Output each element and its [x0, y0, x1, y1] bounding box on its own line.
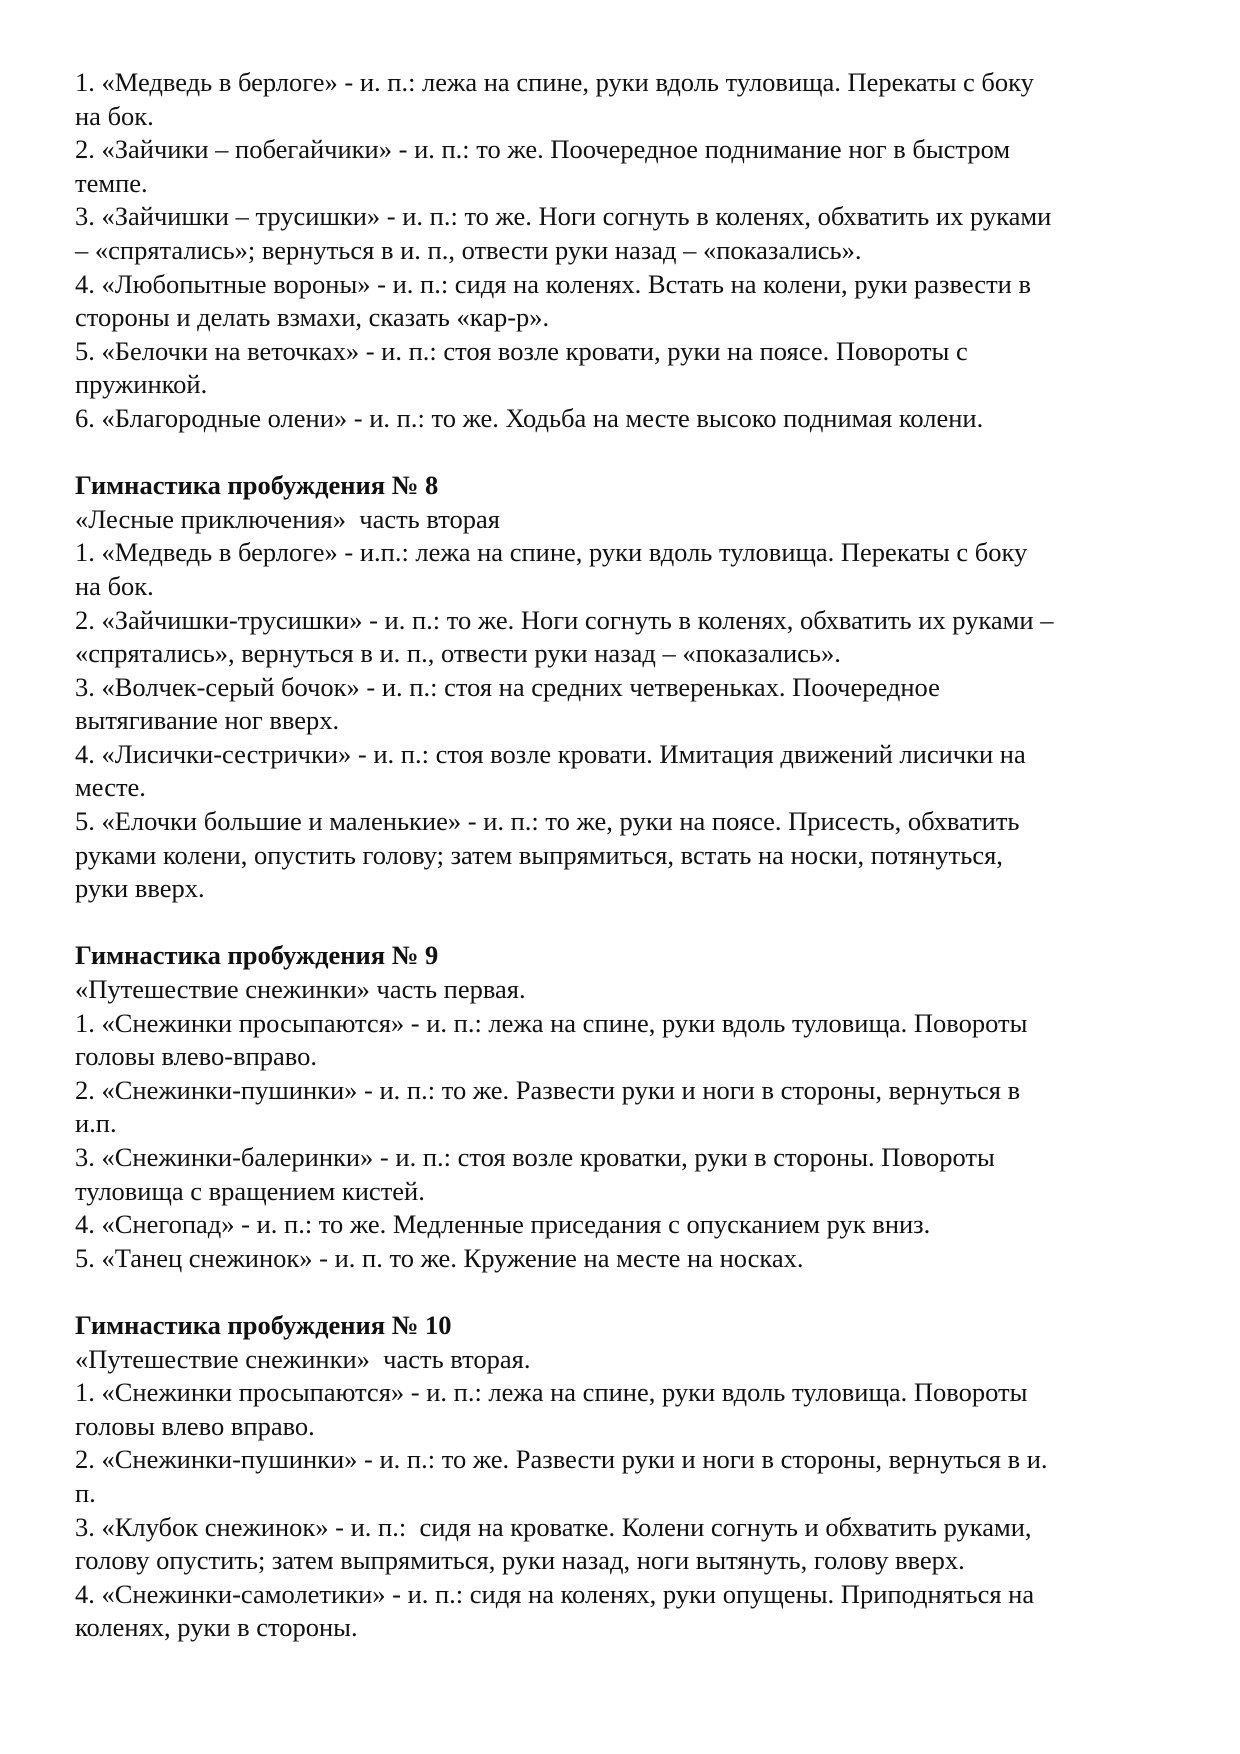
section-spacer [75, 1275, 1175, 1309]
text-line: 2. «Зайчики – побегайчики» - и. п.: то же. Поочередное поднимание ног в быстром [75, 134, 1011, 165]
text-line: 4. «Лисички-сестрички» - и. п.: стоя возле кровати. Имитация движений лисички на [75, 738, 1026, 769]
text-line: п. [75, 1477, 96, 1508]
text-line: 4. «Снежинки-самолетики» - и. п.: сидя на коленях, руки опущены. Приподняться на [75, 1578, 1035, 1609]
text-line: темпе. [75, 167, 148, 198]
text-line: голову опустить; затем выпрямиться, руки назад, ноги вытянуть, голову вверх. [75, 1545, 965, 1576]
text-line: и.п. [75, 1108, 117, 1139]
text-line: 3. «Волчек-серый бочок» - и. п.: стоя на средних четвереньках. Поочередное [75, 671, 940, 702]
text-line: 1. «Снежинки просыпаются» - и. п.: лежа на спине, руки вдоль туловища. Повороты [75, 1007, 1028, 1038]
text-line: туловища с вращением кистей. [75, 1175, 425, 1206]
text-line: стороны и делать взмахи, сказать «кар-р». [75, 302, 550, 333]
document-page [75, 66, 1175, 1645]
text-line: 3. «Клубок снежинок» - и. п.: сидя на кроватке. Колени согнуть и обхватить руками, [75, 1511, 1032, 1542]
text-line: 1. «Медведь в берлоге» - и. п.: лежа на спине, руки вдоль туловища. Перекаты с боку [75, 67, 1034, 97]
section-heading: Гимнастика пробуждения № 8 [75, 470, 439, 501]
text-line: 4. «Любопытные вороны» - и. п.: сидя на коленях. Встать на колени, руки развести в [75, 268, 1031, 299]
section-heading: Гимнастика пробуждения № 10 [75, 1309, 452, 1340]
text-line: головы влево вправо. [75, 1410, 315, 1441]
text-line: 5. «Белочки на веточках» - и. п.: стоя возле кровати, руки на поясе. Повороты с [75, 335, 968, 366]
text-line: вытягивание ног вверх. [75, 705, 340, 736]
text-line: коленях, руки в стороны. [75, 1612, 358, 1643]
text-line: руки вверх. [75, 873, 205, 904]
section-subtitle: «Путешествие снежинки» часть вторая. [75, 1343, 531, 1374]
text-line: 3. «Снежинки-балеринки» - и. п.: стоя возле кроватки, руки в стороны. Повороты [75, 1142, 995, 1172]
text-line: 4. «Снегопад» - и. п.: то же. Медленные приседания с опусканием рук вниз. [75, 1209, 931, 1240]
section-10 [75, 1309, 1175, 1645]
text-line: «спрятались», вернуться в и. п., отвести руки назад – «показались». [75, 638, 841, 669]
section-subtitle: «Лесные приключения» часть вторая [75, 503, 500, 534]
text-line: 2. «Зайчишки-трусишки» - и. п.: то же. Ноги согнуть в коленях, обхватить их руками – [75, 604, 1054, 635]
text-line: месте. [75, 772, 146, 803]
text-line: 1. «Снежинки просыпаются» - и. п.: лежа на спине, руки вдоль туловища. Повороты [75, 1377, 1028, 1408]
section-spacer [75, 906, 1175, 940]
text-line: 6. «Благородные олени» - и. п.: то же. Ходьба на месте высоко поднимая колени. [75, 402, 984, 433]
text-line: 5. «Елочки большие и маленькие» - и. п.: то же, руки на поясе. Присесть, обхватить [75, 806, 1020, 837]
text-line: на бок. [75, 570, 154, 601]
section-spacer [75, 436, 1175, 470]
text-line: 2. «Снежинки-пушинки» - и. п.: то же. Развести руки и ноги в стороны, вернуться в [75, 1074, 1021, 1105]
section-subtitle: «Путешествие снежинки» часть первая. [75, 974, 526, 1005]
text-line: на бок. [75, 100, 154, 131]
section-9 [75, 939, 1175, 1275]
text-line: – «спрятались»; вернуться в и. п., отвести руки назад – «показались». [75, 234, 862, 265]
section-8 [75, 469, 1175, 906]
section-heading: Гимнастика пробуждения № 9 [75, 940, 439, 971]
intro-exercise-list [75, 66, 1175, 436]
text-line: головы влево-вправо. [75, 1041, 317, 1072]
text-line: 5. «Танец снежинок» - и. п. то же. Кружение на месте на носках. [75, 1242, 804, 1273]
text-line: 2. «Снежинки-пушинки» - и. п.: то же. Развести руки и ноги в стороны, вернуться в и. [75, 1444, 1048, 1475]
text-line: пружинкой. [75, 369, 208, 400]
text-line: 3. «Зайчишки – трусишки» - и. п.: то же. Ноги согнуть в коленях, обхватить их руками [75, 201, 1052, 232]
text-line: 1. «Медведь в берлоге» - и.п.: лежа на спине, руки вдоль туловища. Перекаты с боку [75, 537, 1028, 568]
text-line: руками колени, опустить голову; затем выпрямиться, встать на носки, потянуться, [75, 839, 1003, 870]
